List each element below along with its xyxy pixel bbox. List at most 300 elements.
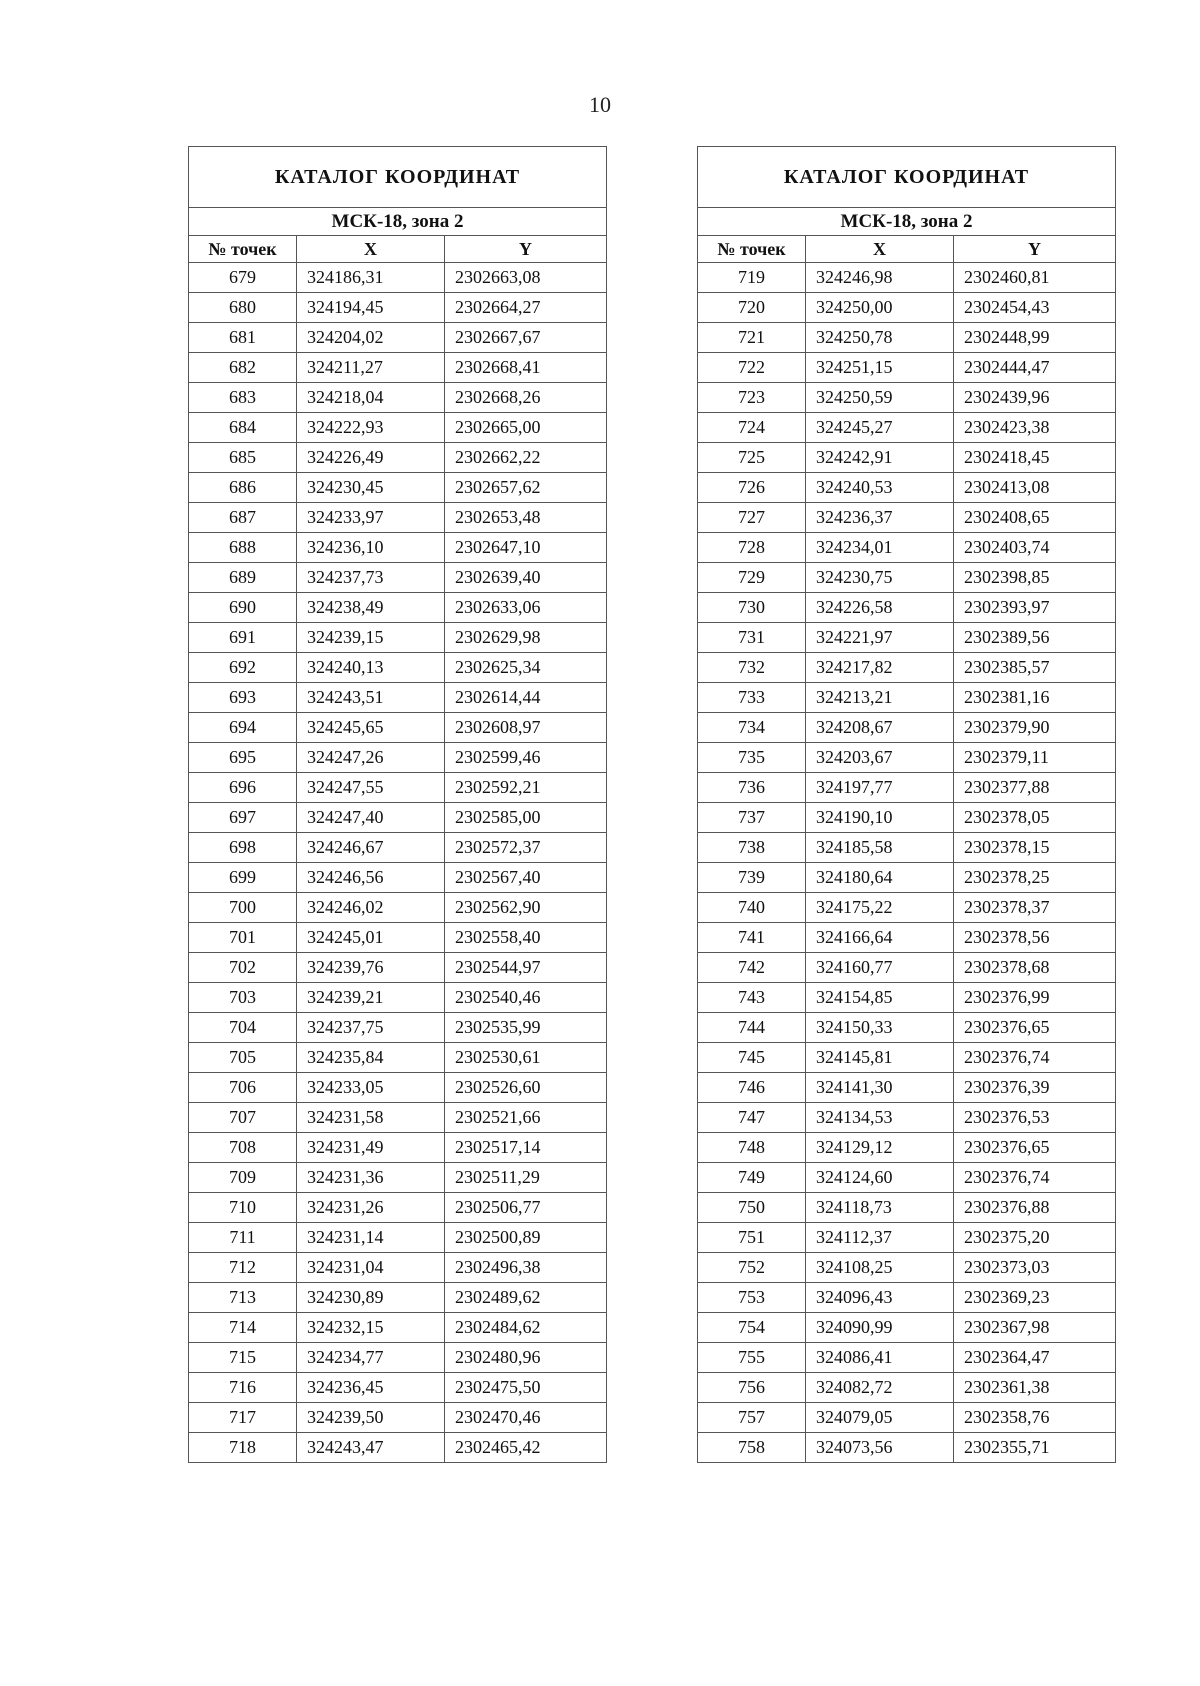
x-coordinate-cell: 324124,60: [806, 1163, 954, 1193]
y-coordinate-cell: 2302599,46: [445, 743, 607, 773]
y-coordinate-cell: 2302376,65: [954, 1133, 1116, 1163]
y-coordinate-cell: 2302506,77: [445, 1193, 607, 1223]
coordinate-catalog-table-left: [188, 146, 607, 1463]
point-number-cell: 705: [189, 1043, 297, 1073]
x-coordinate-cell: 324239,21: [297, 983, 445, 1013]
x-coordinate-cell: 324108,25: [806, 1253, 954, 1283]
y-coordinate-cell: 2302647,10: [445, 533, 607, 563]
y-coordinate-cell: 2302403,74: [954, 533, 1116, 563]
table-row: [698, 803, 1116, 833]
table-body: [189, 263, 607, 1463]
table-row: [189, 413, 607, 443]
x-coordinate-cell: 324231,49: [297, 1133, 445, 1163]
point-number-cell: 696: [189, 773, 297, 803]
y-coordinate-cell: 2302667,67: [445, 323, 607, 353]
table-row: [698, 653, 1116, 683]
point-number-cell: 681: [189, 323, 297, 353]
point-number-cell: 757: [698, 1403, 806, 1433]
x-coordinate-cell: 324233,97: [297, 503, 445, 533]
point-number-cell: 716: [189, 1373, 297, 1403]
x-coordinate-cell: 324240,53: [806, 473, 954, 503]
y-coordinate-cell: 2302369,23: [954, 1283, 1116, 1313]
y-coordinate-cell: 2302385,57: [954, 653, 1116, 683]
y-coordinate-cell: 2302423,38: [954, 413, 1116, 443]
y-coordinate-cell: 2302592,21: [445, 773, 607, 803]
y-coordinate-cell: 2302544,97: [445, 953, 607, 983]
table-row: [698, 563, 1116, 593]
point-number-cell: 703: [189, 983, 297, 1013]
y-coordinate-cell: 2302376,99: [954, 983, 1116, 1013]
point-number-cell: 684: [189, 413, 297, 443]
catalog-title: КАТАЛОГ КООРДИНАТ: [698, 147, 1116, 208]
y-coordinate-cell: 2302376,74: [954, 1163, 1116, 1193]
point-number-cell: 735: [698, 743, 806, 773]
y-coordinate-cell: 2302629,98: [445, 623, 607, 653]
point-number-cell: 748: [698, 1133, 806, 1163]
table-row: [189, 473, 607, 503]
y-coordinate-cell: 2302378,37: [954, 893, 1116, 923]
x-coordinate-cell: 324250,00: [806, 293, 954, 323]
y-coordinate-cell: 2302665,00: [445, 413, 607, 443]
x-coordinate-cell: 324237,75: [297, 1013, 445, 1043]
y-coordinate-cell: 2302664,27: [445, 293, 607, 323]
table-row: [189, 1103, 607, 1133]
y-coordinate-cell: 2302355,71: [954, 1433, 1116, 1463]
table-row: [189, 803, 607, 833]
x-coordinate-cell: 324230,75: [806, 563, 954, 593]
point-number-cell: 747: [698, 1103, 806, 1133]
point-number-cell: 700: [189, 893, 297, 923]
point-number-cell: 697: [189, 803, 297, 833]
table-row: [698, 503, 1116, 533]
y-coordinate-cell: 2302562,90: [445, 893, 607, 923]
x-coordinate-cell: 324118,73: [806, 1193, 954, 1223]
column-header-x: X: [806, 236, 954, 263]
y-coordinate-cell: 2302398,85: [954, 563, 1116, 593]
y-coordinate-cell: 2302608,97: [445, 713, 607, 743]
point-number-cell: 753: [698, 1283, 806, 1313]
x-coordinate-cell: 324245,65: [297, 713, 445, 743]
table-row: [698, 1133, 1116, 1163]
x-coordinate-cell: 324166,64: [806, 923, 954, 953]
catalog-zone: МСК-18, зона 2: [698, 208, 1116, 236]
table-row: [698, 1163, 1116, 1193]
x-coordinate-cell: 324238,49: [297, 593, 445, 623]
table-row: [189, 563, 607, 593]
table-row: [189, 353, 607, 383]
y-coordinate-cell: 2302517,14: [445, 1133, 607, 1163]
point-number-cell: 726: [698, 473, 806, 503]
point-number-cell: 698: [189, 833, 297, 863]
table-row: [189, 773, 607, 803]
x-coordinate-cell: 324197,77: [806, 773, 954, 803]
point-number-cell: 714: [189, 1313, 297, 1343]
table-row: [698, 473, 1116, 503]
table-row: [189, 863, 607, 893]
point-number-cell: 730: [698, 593, 806, 623]
y-coordinate-cell: 2302393,97: [954, 593, 1116, 623]
y-coordinate-cell: 2302460,81: [954, 263, 1116, 293]
table-row: [698, 983, 1116, 1013]
y-coordinate-cell: 2302375,20: [954, 1223, 1116, 1253]
y-coordinate-cell: 2302444,47: [954, 353, 1116, 383]
x-coordinate-cell: 324145,81: [806, 1043, 954, 1073]
x-coordinate-cell: 324231,58: [297, 1103, 445, 1133]
point-number-cell: 744: [698, 1013, 806, 1043]
x-coordinate-cell: 324232,15: [297, 1313, 445, 1343]
point-number-cell: 691: [189, 623, 297, 653]
table-row: [698, 1313, 1116, 1343]
table-row: [698, 953, 1116, 983]
y-coordinate-cell: 2302379,11: [954, 743, 1116, 773]
x-coordinate-cell: 324233,05: [297, 1073, 445, 1103]
table-row: [698, 1013, 1116, 1043]
table-row: [698, 1373, 1116, 1403]
table-row: [189, 1073, 607, 1103]
x-coordinate-cell: 324243,47: [297, 1433, 445, 1463]
x-coordinate-cell: 324242,91: [806, 443, 954, 473]
x-coordinate-cell: 324150,33: [806, 1013, 954, 1043]
point-number-cell: 754: [698, 1313, 806, 1343]
table-row: [698, 323, 1116, 353]
x-coordinate-cell: 324246,67: [297, 833, 445, 863]
table-row: [698, 923, 1116, 953]
x-coordinate-cell: 324246,02: [297, 893, 445, 923]
x-coordinate-cell: 324096,43: [806, 1283, 954, 1313]
point-number-cell: 722: [698, 353, 806, 383]
y-coordinate-cell: 2302653,48: [445, 503, 607, 533]
point-number-cell: 702: [189, 953, 297, 983]
point-number-cell: 706: [189, 1073, 297, 1103]
y-coordinate-cell: 2302496,38: [445, 1253, 607, 1283]
y-coordinate-cell: 2302511,29: [445, 1163, 607, 1193]
point-number-cell: 701: [189, 923, 297, 953]
point-number-cell: 739: [698, 863, 806, 893]
table-row: [189, 833, 607, 863]
table-row: [189, 293, 607, 323]
y-coordinate-cell: 2302381,16: [954, 683, 1116, 713]
y-coordinate-cell: 2302448,99: [954, 323, 1116, 353]
y-coordinate-cell: 2302367,98: [954, 1313, 1116, 1343]
x-coordinate-cell: 324247,26: [297, 743, 445, 773]
column-header-point-number: № точек: [698, 236, 806, 263]
x-coordinate-cell: 324086,41: [806, 1343, 954, 1373]
table-body: [698, 263, 1116, 1463]
table-row: [189, 1433, 607, 1463]
table-row: [698, 353, 1116, 383]
table-row: [189, 1193, 607, 1223]
y-coordinate-cell: 2302470,46: [445, 1403, 607, 1433]
x-coordinate-cell: 324239,50: [297, 1403, 445, 1433]
table-row: [698, 593, 1116, 623]
point-number-cell: 745: [698, 1043, 806, 1073]
x-coordinate-cell: 324160,77: [806, 953, 954, 983]
table-row: [698, 683, 1116, 713]
y-coordinate-cell: 2302633,06: [445, 593, 607, 623]
point-number-cell: 749: [698, 1163, 806, 1193]
point-number-cell: 689: [189, 563, 297, 593]
y-coordinate-cell: 2302379,90: [954, 713, 1116, 743]
table-row: [698, 863, 1116, 893]
x-coordinate-cell: 324194,45: [297, 293, 445, 323]
point-number-cell: 713: [189, 1283, 297, 1313]
x-coordinate-cell: 324226,58: [806, 593, 954, 623]
table-row: [189, 983, 607, 1013]
point-number-cell: 694: [189, 713, 297, 743]
point-number-cell: 699: [189, 863, 297, 893]
table-row: [189, 263, 607, 293]
x-coordinate-cell: 324180,64: [806, 863, 954, 893]
point-number-cell: 688: [189, 533, 297, 563]
point-number-cell: 685: [189, 443, 297, 473]
x-coordinate-cell: 324236,10: [297, 533, 445, 563]
table-row: [698, 743, 1116, 773]
x-coordinate-cell: 324234,01: [806, 533, 954, 563]
table-row: [189, 1223, 607, 1253]
coordinate-catalog-table-right: [697, 146, 1116, 1463]
point-number-cell: 679: [189, 263, 297, 293]
x-coordinate-cell: 324240,13: [297, 653, 445, 683]
y-coordinate-cell: 2302378,15: [954, 833, 1116, 863]
table-row: [698, 1343, 1116, 1373]
x-coordinate-cell: 324221,97: [806, 623, 954, 653]
x-coordinate-cell: 324112,37: [806, 1223, 954, 1253]
x-coordinate-cell: 324245,27: [806, 413, 954, 443]
table-row: [698, 1193, 1116, 1223]
y-coordinate-cell: 2302585,00: [445, 803, 607, 833]
table-row: [698, 1223, 1116, 1253]
y-coordinate-cell: 2302657,62: [445, 473, 607, 503]
x-coordinate-cell: 324211,27: [297, 353, 445, 383]
x-coordinate-cell: 324250,78: [806, 323, 954, 353]
point-number-cell: 750: [698, 1193, 806, 1223]
y-coordinate-cell: 2302614,44: [445, 683, 607, 713]
y-coordinate-cell: 2302558,40: [445, 923, 607, 953]
table-row: [189, 533, 607, 563]
table-row: [189, 383, 607, 413]
point-number-cell: 692: [189, 653, 297, 683]
y-coordinate-cell: 2302376,74: [954, 1043, 1116, 1073]
x-coordinate-cell: 324236,37: [806, 503, 954, 533]
table-row: [189, 1043, 607, 1073]
y-coordinate-cell: 2302378,68: [954, 953, 1116, 983]
point-number-cell: 712: [189, 1253, 297, 1283]
y-coordinate-cell: 2302364,47: [954, 1343, 1116, 1373]
point-number-cell: 736: [698, 773, 806, 803]
x-coordinate-cell: 324090,99: [806, 1313, 954, 1343]
x-coordinate-cell: 324245,01: [297, 923, 445, 953]
table-row: [189, 443, 607, 473]
table-row: [189, 1163, 607, 1193]
x-coordinate-cell: 324246,98: [806, 263, 954, 293]
x-coordinate-cell: 324185,58: [806, 833, 954, 863]
x-coordinate-cell: 324246,56: [297, 863, 445, 893]
point-number-cell: 690: [189, 593, 297, 623]
point-number-cell: 718: [189, 1433, 297, 1463]
point-number-cell: 732: [698, 653, 806, 683]
x-coordinate-cell: 324239,76: [297, 953, 445, 983]
table-row: [189, 1283, 607, 1313]
point-number-cell: 734: [698, 713, 806, 743]
x-coordinate-cell: 324237,73: [297, 563, 445, 593]
y-coordinate-cell: 2302376,88: [954, 1193, 1116, 1223]
point-number-cell: 686: [189, 473, 297, 503]
y-coordinate-cell: 2302413,08: [954, 473, 1116, 503]
table-row: [698, 773, 1116, 803]
table-row: [189, 653, 607, 683]
point-number-cell: 741: [698, 923, 806, 953]
table-row: [189, 713, 607, 743]
x-coordinate-cell: 324217,82: [806, 653, 954, 683]
x-coordinate-cell: 324230,89: [297, 1283, 445, 1313]
y-coordinate-cell: 2302454,43: [954, 293, 1116, 323]
y-coordinate-cell: 2302663,08: [445, 263, 607, 293]
table-row: [189, 1313, 607, 1343]
point-number-cell: 693: [189, 683, 297, 713]
x-coordinate-cell: 324243,51: [297, 683, 445, 713]
table-row: [189, 1373, 607, 1403]
point-number-cell: 755: [698, 1343, 806, 1373]
y-coordinate-cell: 2302572,37: [445, 833, 607, 863]
table-row: [189, 953, 607, 983]
point-number-cell: 737: [698, 803, 806, 833]
y-coordinate-cell: 2302389,56: [954, 623, 1116, 653]
point-number-cell: 695: [189, 743, 297, 773]
x-coordinate-cell: 324231,04: [297, 1253, 445, 1283]
y-coordinate-cell: 2302535,99: [445, 1013, 607, 1043]
point-number-cell: 711: [189, 1223, 297, 1253]
x-coordinate-cell: 324230,45: [297, 473, 445, 503]
point-number-cell: 752: [698, 1253, 806, 1283]
point-number-cell: 751: [698, 1223, 806, 1253]
y-coordinate-cell: 2302521,66: [445, 1103, 607, 1133]
x-coordinate-cell: 324247,55: [297, 773, 445, 803]
point-number-cell: 687: [189, 503, 297, 533]
x-coordinate-cell: 324073,56: [806, 1433, 954, 1463]
x-coordinate-cell: 324190,10: [806, 803, 954, 833]
column-header-point-number: № точек: [189, 236, 297, 263]
y-coordinate-cell: 2302376,39: [954, 1073, 1116, 1103]
point-number-cell: 721: [698, 323, 806, 353]
table-row: [698, 293, 1116, 323]
table-row: [698, 1283, 1116, 1313]
x-coordinate-cell: 324218,04: [297, 383, 445, 413]
table-row: [698, 1433, 1116, 1463]
y-coordinate-cell: 2302439,96: [954, 383, 1116, 413]
y-coordinate-cell: 2302418,45: [954, 443, 1116, 473]
table-row: [698, 413, 1116, 443]
table-row: [189, 593, 607, 623]
point-number-cell: 728: [698, 533, 806, 563]
catalog-zone: МСК-18, зона 2: [189, 208, 607, 236]
x-coordinate-cell: 324231,26: [297, 1193, 445, 1223]
y-coordinate-cell: 2302625,34: [445, 653, 607, 683]
table-row: [698, 263, 1116, 293]
table-row: [189, 923, 607, 953]
table-row: [698, 833, 1116, 863]
page-number: 10: [589, 92, 611, 117]
y-coordinate-cell: 2302526,60: [445, 1073, 607, 1103]
x-coordinate-cell: 324213,21: [806, 683, 954, 713]
y-coordinate-cell: 2302639,40: [445, 563, 607, 593]
y-coordinate-cell: 2302567,40: [445, 863, 607, 893]
point-number-cell: 683: [189, 383, 297, 413]
x-coordinate-cell: 324250,59: [806, 383, 954, 413]
table-row: [189, 1403, 607, 1433]
table-row: [189, 743, 607, 773]
point-number-cell: 733: [698, 683, 806, 713]
x-coordinate-cell: 324175,22: [806, 893, 954, 923]
point-number-cell: 738: [698, 833, 806, 863]
table-row: [698, 623, 1116, 653]
point-number-cell: 731: [698, 623, 806, 653]
x-coordinate-cell: 324204,02: [297, 323, 445, 353]
y-coordinate-cell: 2302376,65: [954, 1013, 1116, 1043]
y-coordinate-cell: 2302465,42: [445, 1433, 607, 1463]
point-number-cell: 704: [189, 1013, 297, 1043]
y-coordinate-cell: 2302376,53: [954, 1103, 1116, 1133]
point-number-cell: 717: [189, 1403, 297, 1433]
point-number-cell: 758: [698, 1433, 806, 1463]
x-coordinate-cell: 324203,67: [806, 743, 954, 773]
x-coordinate-cell: 324154,85: [806, 983, 954, 1013]
table-row: [698, 1073, 1116, 1103]
x-coordinate-cell: 324134,53: [806, 1103, 954, 1133]
point-number-cell: 682: [189, 353, 297, 383]
y-coordinate-cell: 2302540,46: [445, 983, 607, 1013]
x-coordinate-cell: 324247,40: [297, 803, 445, 833]
point-number-cell: 743: [698, 983, 806, 1013]
x-coordinate-cell: 324236,45: [297, 1373, 445, 1403]
point-number-cell: 725: [698, 443, 806, 473]
table-row: [698, 383, 1116, 413]
point-number-cell: 746: [698, 1073, 806, 1103]
table-row: [189, 1133, 607, 1163]
y-coordinate-cell: 2302668,41: [445, 353, 607, 383]
column-header-y: Y: [954, 236, 1116, 263]
table-row: [189, 683, 607, 713]
point-number-cell: 680: [189, 293, 297, 323]
x-coordinate-cell: 324186,31: [297, 263, 445, 293]
y-coordinate-cell: 2302378,56: [954, 923, 1116, 953]
point-number-cell: 708: [189, 1133, 297, 1163]
y-coordinate-cell: 2302358,76: [954, 1403, 1116, 1433]
x-coordinate-cell: 324231,36: [297, 1163, 445, 1193]
y-coordinate-cell: 2302373,03: [954, 1253, 1116, 1283]
y-coordinate-cell: 2302500,89: [445, 1223, 607, 1253]
point-number-cell: 729: [698, 563, 806, 593]
column-header-x: X: [297, 236, 445, 263]
table-row: [698, 1103, 1116, 1133]
table-row: [189, 1013, 607, 1043]
point-number-cell: 724: [698, 413, 806, 443]
column-header-y: Y: [445, 236, 607, 263]
y-coordinate-cell: 2302408,65: [954, 503, 1116, 533]
table-row: [698, 1403, 1116, 1433]
x-coordinate-cell: 324239,15: [297, 623, 445, 653]
catalog-title: КАТАЛОГ КООРДИНАТ: [189, 147, 607, 208]
x-coordinate-cell: 324231,14: [297, 1223, 445, 1253]
x-coordinate-cell: 324129,12: [806, 1133, 954, 1163]
y-coordinate-cell: 2302489,62: [445, 1283, 607, 1313]
table-row: [189, 503, 607, 533]
y-coordinate-cell: 2302378,05: [954, 803, 1116, 833]
x-coordinate-cell: 324222,93: [297, 413, 445, 443]
y-coordinate-cell: 2302668,26: [445, 383, 607, 413]
point-number-cell: 727: [698, 503, 806, 533]
table-row: [189, 623, 607, 653]
table-row: [698, 443, 1116, 473]
